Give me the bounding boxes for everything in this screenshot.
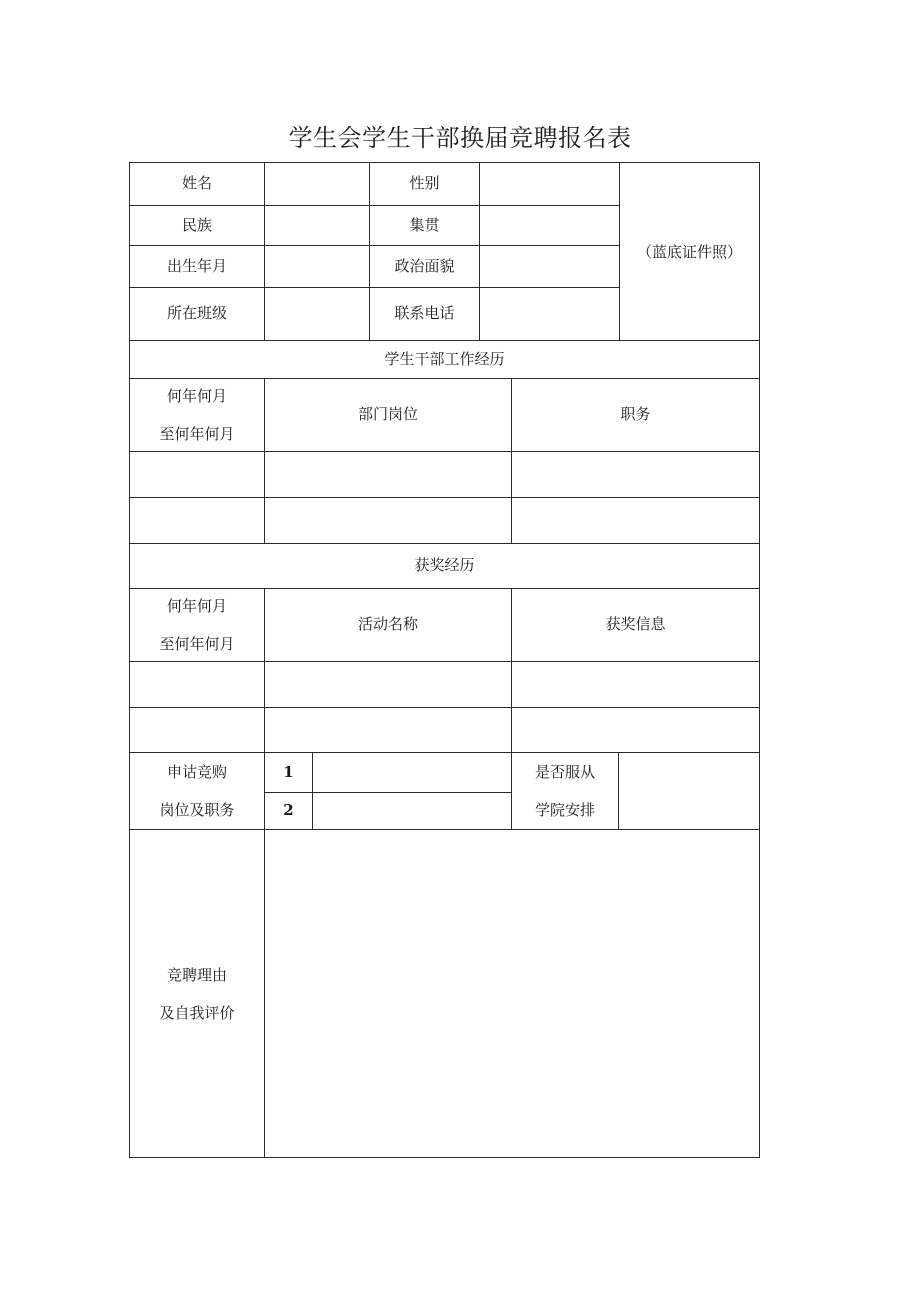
work-time-label-from: 何年何月: [166, 387, 227, 405]
gender-label: 性别: [369, 162, 480, 206]
application-label-line-2: 岗位及职务: [159, 801, 235, 819]
award-time-label-to: 至何年何月: [159, 635, 235, 653]
choice-1-number: 1: [264, 752, 313, 793]
statement-field[interactable]: [264, 829, 760, 1158]
ethnicity-label: 民族: [129, 205, 265, 246]
hometown-label: 集贯: [369, 205, 480, 246]
class-field[interactable]: [264, 287, 370, 341]
award-row-1-info[interactable]: [511, 661, 760, 708]
hometown-field[interactable]: [479, 205, 620, 246]
statement-label-line-1: 竞聘理由: [166, 965, 227, 984]
work-row-1-dept[interactable]: [264, 451, 512, 498]
photo-placeholder: （蓝底证件照）: [636, 243, 742, 261]
birth-label: 出生年月: [129, 245, 265, 288]
obey-label-line-1: 是否服从: [534, 763, 595, 781]
work-history-title: 学生干部工作经历: [129, 340, 760, 379]
page-title: 学生会学生干部换届竞聘报名表: [288, 124, 632, 152]
statement-label-line-2: 及自我评价: [159, 1003, 235, 1022]
award-info-header: 获奖信息: [511, 588, 760, 662]
work-dept-header: 部门岗位: [264, 378, 512, 452]
name-label: 姓名: [129, 162, 265, 206]
work-row-2-dept[interactable]: [264, 497, 512, 544]
ethnicity-field[interactable]: [264, 205, 370, 246]
award-row-2-activity[interactable]: [264, 707, 512, 753]
photo-box[interactable]: [619, 162, 760, 341]
award-time-header: [129, 588, 265, 662]
work-row-1-time[interactable]: [129, 451, 265, 498]
obey-arrangement-label: [511, 752, 619, 830]
work-row-2-time[interactable]: [129, 497, 265, 544]
work-time-label-to: 至何年何月: [159, 425, 235, 443]
gender-field[interactable]: [479, 162, 620, 206]
choice-1-field[interactable]: [312, 752, 512, 793]
political-field[interactable]: [479, 245, 620, 288]
registration-form: [129, 162, 760, 1158]
work-row-2-duty[interactable]: [511, 497, 760, 544]
phone-field[interactable]: [479, 287, 620, 341]
choice-2-field[interactable]: [312, 792, 512, 830]
statement-label: [129, 829, 265, 1158]
award-row-1-activity[interactable]: [264, 661, 512, 708]
class-label: 所在班级: [129, 287, 265, 341]
work-time-header: [129, 378, 265, 452]
political-label: 政治面貌: [369, 245, 480, 288]
work-row-1-duty[interactable]: [511, 451, 760, 498]
phone-label: 联系电话: [369, 287, 480, 341]
choice-2-number: 2: [264, 792, 313, 830]
award-time-label-from: 何年何月: [166, 597, 227, 615]
obey-label-line-2: 学院安排: [534, 801, 595, 819]
award-row-2-info[interactable]: [511, 707, 760, 753]
obey-arrangement-field[interactable]: [618, 752, 760, 830]
name-field[interactable]: [264, 162, 370, 206]
award-row-1-time[interactable]: [129, 661, 265, 708]
award-activity-header: 活动名称: [264, 588, 512, 662]
awards-title: 获奖经历: [129, 543, 760, 589]
award-row-2-time[interactable]: [129, 707, 265, 753]
birth-field[interactable]: [264, 245, 370, 288]
work-duty-header: 职务: [511, 378, 760, 452]
application-label-line-1: 申诂竞购: [166, 763, 227, 781]
application-label: [129, 752, 265, 830]
